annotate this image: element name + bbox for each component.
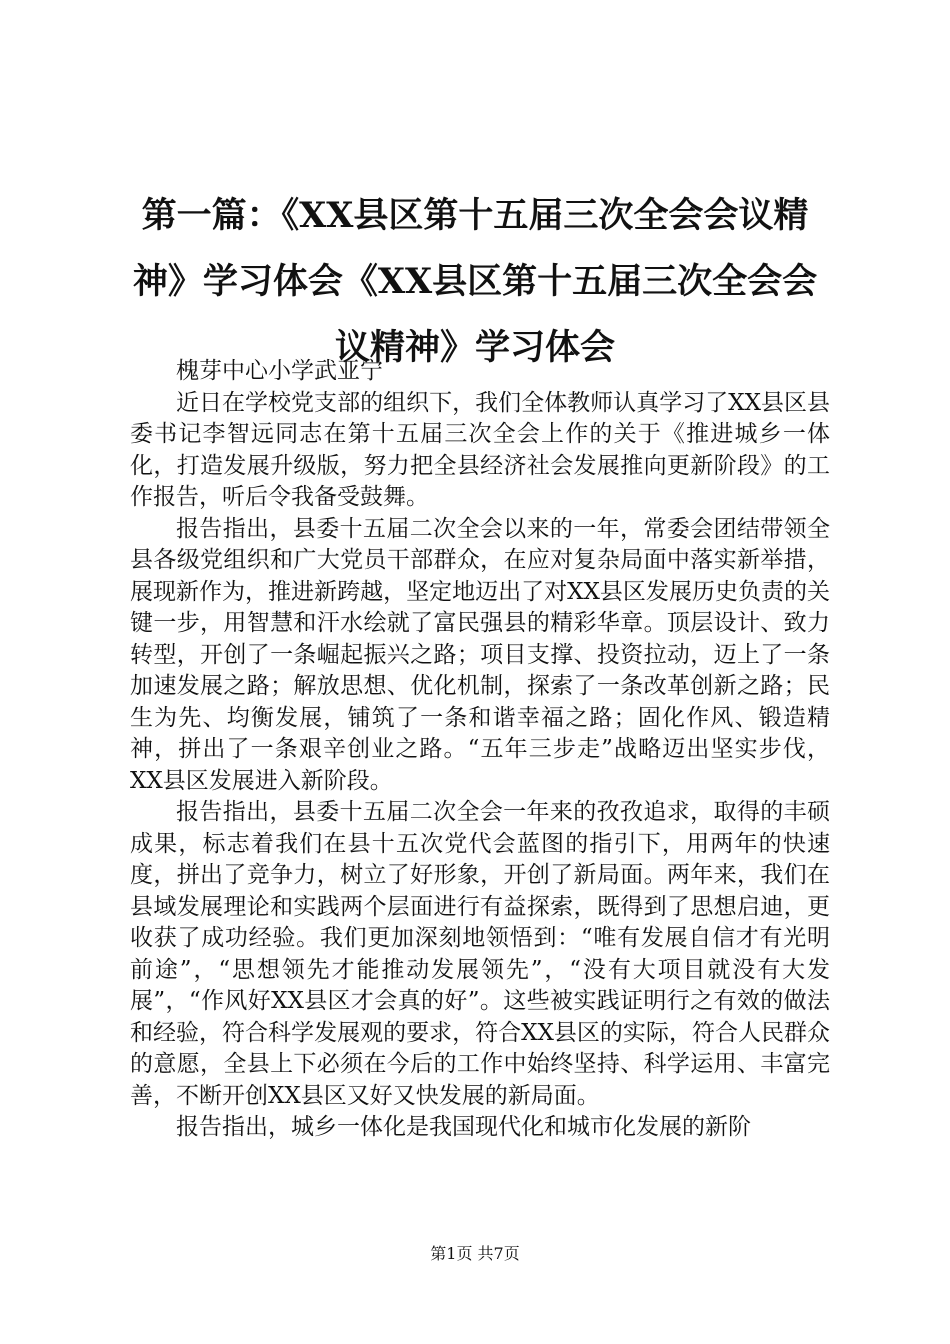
paragraph-2: 报告指出，县委十五届二次全会以来的一年，常委会团结带领全县各级党组织和广大党员干部群众，在应对复杂局面中落实新举措，展现新作为，推进新跨越，坚定地迈出了对XX县区发展历史负责的关键一步，用智慧和汗水绘就了富民强县的精彩华章。顶层设计、致力转型，开创了一条崛起振兴之路；项目支撑、投资拉动，迈上了一条加速发展之路；解放思想、优化机制，探索了一条改革创新之路；民生为先、均衡发展，铺筑了一条和谐幸福之路；固化作风、锻造精神，拼出了一条艰辛创业之路。“五年三步走”战略迈出坚实步伐，XX县区发展进入新阶段。 bbox=[130, 515, 830, 794]
author-line: 槐芽中心小学武亚宁 bbox=[176, 358, 383, 384]
paragraph-1: 近日在学校党支部的组织下，我们全体教师认真学习了XX县区县委书记李智远同志在第十五届三次全会上作的关于《推进城乡一体化，打造发展升级版，努力把全县经济社会发展推向更新阶段》的工作报告，听后令我备受鼓舞。 bbox=[130, 389, 830, 510]
document-body bbox=[130, 356, 830, 1144]
paragraph-4: 报告指出，城乡一体化是我国现代化和城市化发展的新阶 bbox=[176, 1114, 751, 1140]
document-title: 第一篇：《XX县区第十五届三次全会会议精神》学习体会《XX县区第十五届三次全会会议精神》学习体会 bbox=[132, 195, 818, 368]
page-footer: 第1页 共7页 bbox=[430, 1244, 520, 1263]
paragraph-3: 报告指出，县委十五届二次全会一年来的孜孜追求，取得的丰硕成果，标志着我们在县十五次党代会蓝图的指引下，用两年的快速度，拼出了竞争力，树立了好形象，开创了新局面。两年来，我们在县域发展理论和实践两个层面进行有益探索，既得到了思想启迪，更收获了成功经验。我们更加深刻地领悟到：“唯有发展自信才有光明前途”，“思想领先才能推动发展领先”，“没有大项目就没有大发展”，“作风好XX县区才会真的好”。这些被实践证明行之有效的做法和经验，符合科学发展观的要求，符合XX县区的实际，符合人民群众的意愿，全县上下必须在今后的工作中始终坚持、科学运用、丰富完善，不断开创XX县区又好又快发展的新局面。 bbox=[130, 799, 830, 1109]
